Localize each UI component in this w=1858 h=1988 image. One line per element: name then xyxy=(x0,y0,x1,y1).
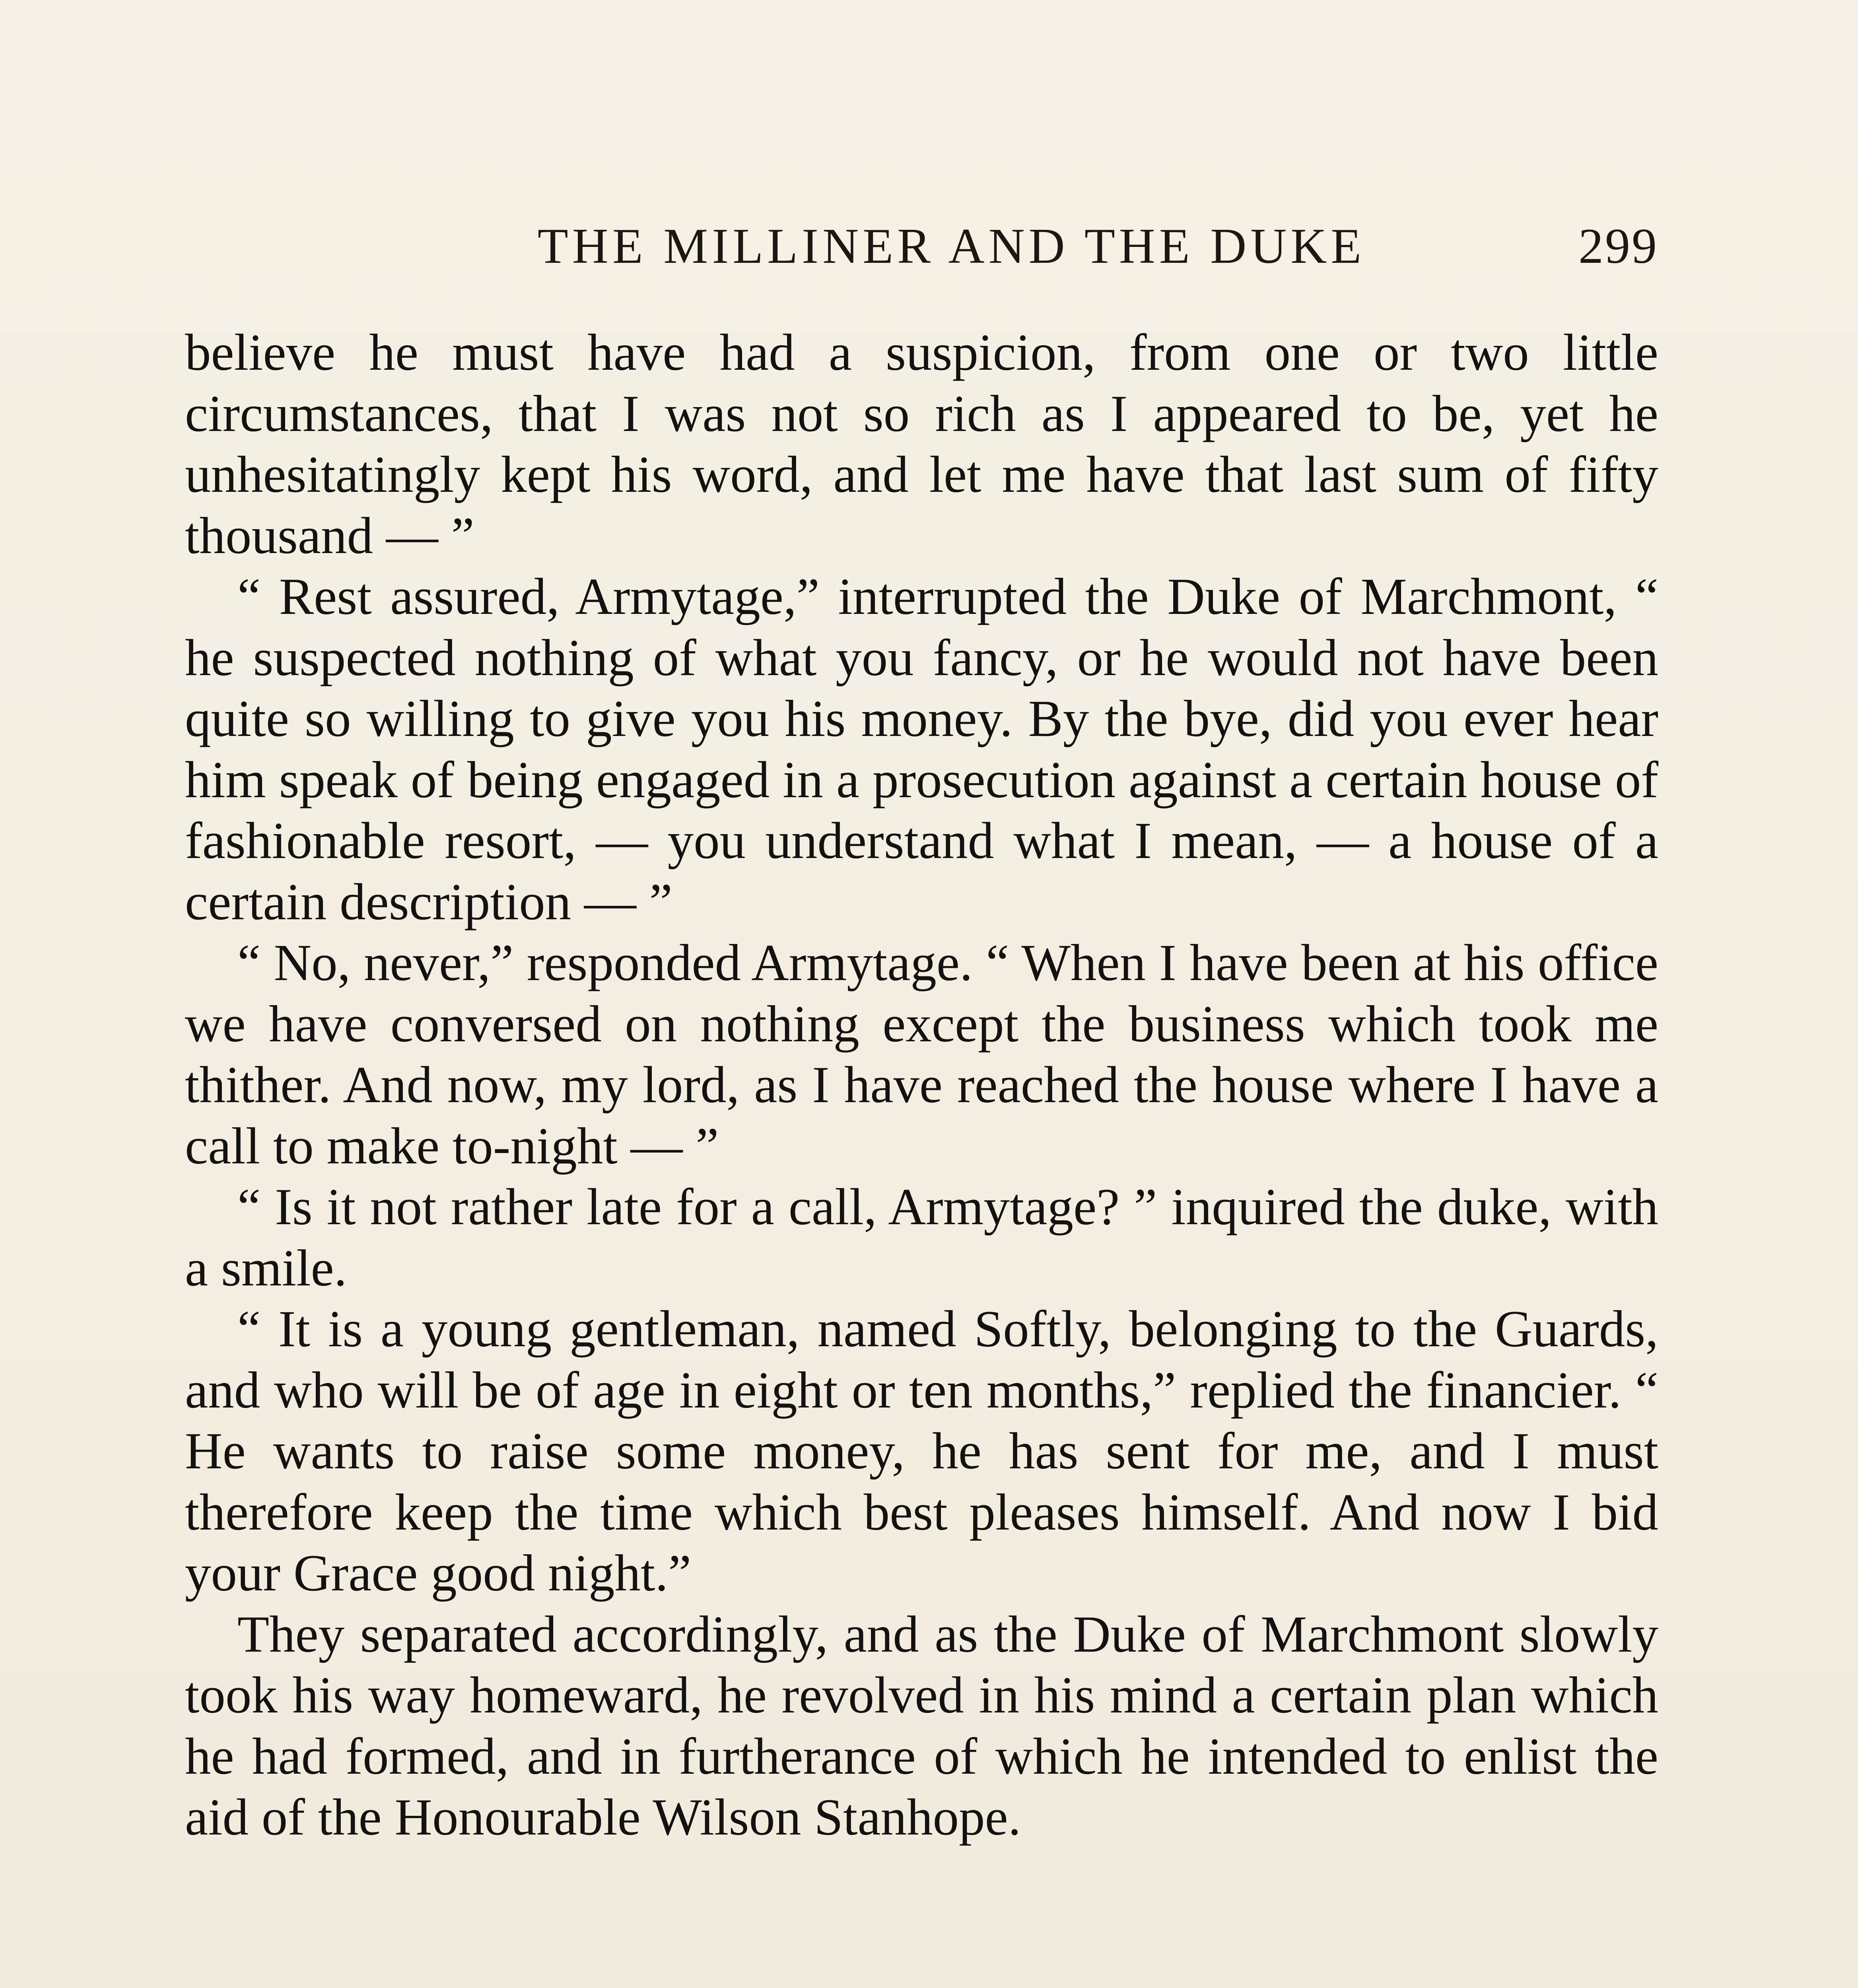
page-header xyxy=(185,217,1658,276)
paragraph-5: “ It is a young gentleman, named Softly, belonging to the Guards, and who will be of age in eight or ten months,” replied the financier. “ He wants to raise some money, he has sent for me, and I must therefore keep the time which best pleases himself. And now I bid your Grace good night.” xyxy=(185,1300,1658,1602)
running-head: THE MILLINER AND THE DUKE xyxy=(537,219,1366,274)
paragraph-2: “ Rest assured, Armytage,” interrupted the Duke of Marchmont, “ he suspected nothing of what you fancy, or he would not have been quite so willing to give you his money. By the bye, did you ever hear him speak of being engaged in a prosecution against a certain house of fashionable resort, — you understand what I mean, — a house of a certain description — ” xyxy=(185,568,1658,931)
page-number: 299 xyxy=(1578,219,1658,274)
paragraph-3: “ No, never,” responded Armytage. “ When I have been at his office we have conversed on nothing except the business which took me thither. And now, my lord, as I have reached the house where I have a call to make to-night — ” xyxy=(185,934,1658,1175)
paragraph-4: “ Is it not rather late for a call, Armytage? ” inquired the duke, with a smile. xyxy=(185,1178,1658,1297)
paragraph-1: believe he must have had a suspicion, from one or two little circumstances, that I was not so rich as I appeared to be, yet he unhesitatingly kept his word, and let me have that last sum of fifty thousand — ” xyxy=(185,324,1658,565)
paragraph-6: They separated accordingly, and as the Duke of Marchmont slowly took his way homeward, he revolved in his mind a certain plan which he had formed, and in furtherance of which he intended to enlist the aid of the Honourable Wilson Stanhope. xyxy=(185,1605,1658,1846)
body-text xyxy=(185,322,1658,1848)
